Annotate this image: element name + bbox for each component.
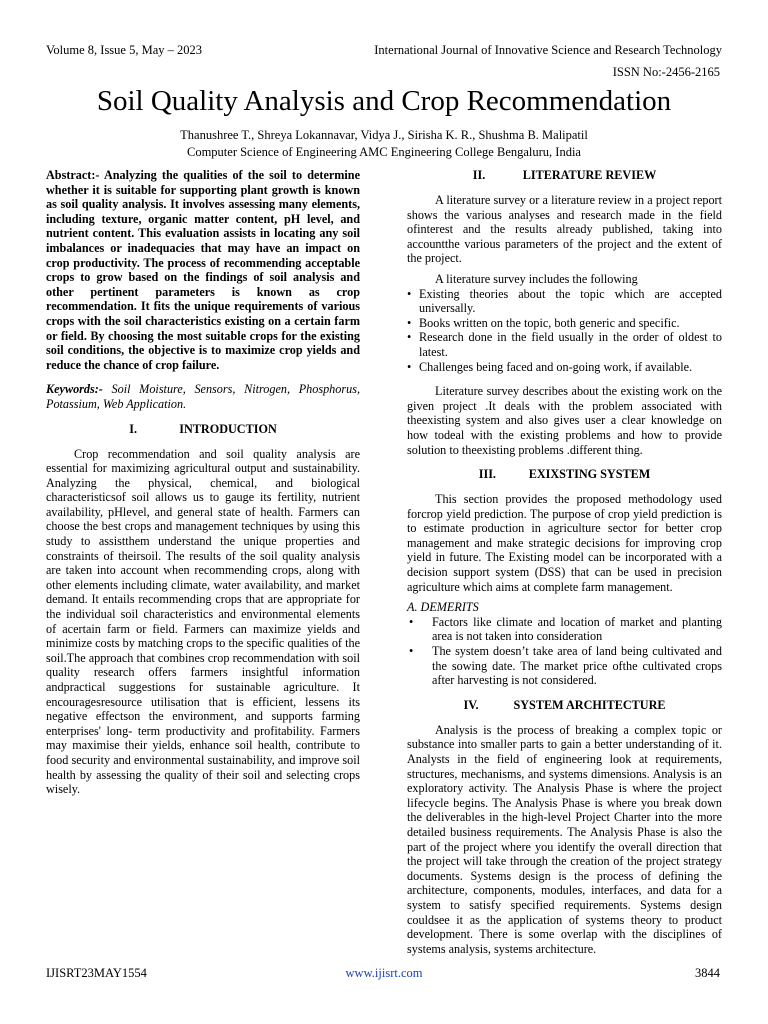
left-column	[46, 168, 360, 797]
subsection-heading-demerits: A. DEMERITS	[407, 600, 479, 615]
issn-number: ISSN No:-2456-2165	[612, 65, 720, 79]
journal-website-link[interactable]: www.ijisrt.com	[345, 966, 423, 980]
introduction-paragraph: Crop recommendation and soil quality analysis are essential for maximizing agricultural output and sustainability. Analyzing the physical, chemical, and biological characteristicsof soil allows us to gauge its fertility, nutrient availability, pHlevel, and general state of health. Farmers can choose the best crops and management techniques by using this study to assistthem understand the unique properties and constraints of theirsoil. The results of the soil quality analysis are taken into account when recommending crops, along with other elements including climate, water availability, and market demand. It entails recommending crops that are appropriate for the individual soil characteristics and environmental elements of acertain farm or field. Farmers can maximize yields and minimize costs by matching crops to the specific qualities of the soil.The approach that combines crop recommendation with soil quality research offers farmers insightful information andpractical suggestions for sustainable agriculture. It encouragesresource utilisation that is efficient, lessens its negative effectson the environment, and supports farming enterprises' long- term productivity and profitability. Farmers may maximise their yields, enhance soil health, contribute to food security and environmental sustainability, and improve soil health by assessing the quality of their soil and selecting crops wisely.	[46, 446, 360, 797]
section-title: INTRODUCTION	[179, 421, 277, 436]
section-heading-introduction	[46, 422, 360, 437]
section-heading-system-architecture	[407, 698, 722, 713]
journal-name: International Journal of Innovative Science and Research Technology	[374, 43, 722, 57]
existing-system-paragraph: This section provides the proposed methodology used forcrop yield prediction. The purpose of crop yield prediction is to estimate production in agriculture sector for better crop management and make strategic decisions for improving crop yield in future. The Existing model can be incorporated with a decision support system (DSS) that can be used in precision agriculture which aims at complete farm management.	[407, 492, 722, 594]
right-column	[407, 168, 722, 956]
literature-paragraph-2: A literature survey includes the following	[435, 271, 638, 286]
author-list: Thanushree T., Shreya Lokannavar, Vidya J., Sirisha K. R., Shushma B. Malipatil	[180, 128, 588, 142]
volume-issue: Volume 8, Issue 5, May – 2023	[46, 43, 203, 57]
section-number: I.	[129, 421, 138, 436]
section-title: SYSTEM ARCHITECTURE	[513, 697, 666, 712]
section-number: IV.	[463, 697, 479, 712]
paper-title: Soil Quality Analysis and Crop Recommendation	[96, 85, 672, 117]
list-item: • Existing theories about the topic which are accepted universally.	[407, 287, 722, 316]
list-item: • Research done in the field usually in the order of oldest to latest.	[407, 330, 722, 359]
section-heading-existing-system	[407, 467, 722, 482]
section-heading-literature-review	[407, 168, 722, 183]
keywords-label: Keywords:-	[46, 382, 103, 397]
author-affiliation: Computer Science of Engineering AMC Engineering College Bengaluru, India	[186, 145, 581, 159]
demerits-list	[407, 615, 722, 688]
list-item: • The system doesn’t take area of land being cultivated and the sowing date. The market price ofthe cultivated crops after harvesting is not considered.	[407, 644, 722, 688]
page-number: 3844	[695, 966, 720, 980]
system-architecture-paragraph: Analysis is the process of breaking a complex topic or substance into smaller parts to gain a better understanding of it. Analysts in the field of engineering look at requirements, structures, mechanisms, and systems dimensions. Analysis is an exploratory activity. The Analysis Phase is where the project lifecycle begins. The Analysis Phase is where you break down the deliverables in the high-level Project Charter into the more detailed business requirements. The Analysis Phase is also the part of the project where you identify the overall direction that the project will take through the creation of the project strategy documents. Systems design is the process of defining the architecture, components, modules, interfaces, and data for a system to satisfy specified requirements. Systems design couldsee it as the application of systems theory to product development. There is some overlap with the disciplines of systems analysis, systems architecture.	[407, 722, 722, 956]
section-number: III.	[478, 467, 496, 482]
list-item: • Challenges being faced and on-going work, if available.	[407, 360, 722, 375]
section-title: EXIXSTING SYSTEM	[528, 467, 651, 482]
literature-paragraph-3: Literature survey describes about the existing work on the given project .It deals with the problem associated with theexisting system and also gives user a clear knowledge on how todeal with the existing problems and how to provide solution to theexisting problems .different thing.	[407, 384, 722, 457]
keywords-text: Soil Moisture, Sensors, Nitrogen, Phosphorus, Potassium, Web Application.	[46, 382, 360, 411]
literature-paragraph-1: A literature survey or a literature review in a project report shows the various analyses and research made in the field ofinterest and the results already published, taking into accountthe various parameters of the project and the extent of the project.	[407, 193, 722, 266]
keywords	[46, 382, 360, 411]
section-number: II.	[472, 168, 486, 182]
abstract: Abstract:- Analyzing the qualities of the soil to determine whether it is suitable for supporting plant growth is known as soil quality analysis. It involves assessing many elements, including texture, organic matter content, pH level, and nutrient content. This evaluation assists in locating any soil imbalances or inadequacies that may have an impact on crop productivity. The process of recommending acceptable crops to grow based on the findings of soil analysis and other pertinent parameters is known as crop recommendation. It fits the unique requirements of various crops with the soil characteristics existing on a certain farm or field. By choosing the most suitable crops for the existing soil conditions, the objective is to maximize crop yields and reduce the chance of crop failure.	[46, 168, 360, 372]
list-item: • Factors like climate and location of market and planting area is not taken into consideration	[407, 615, 722, 644]
literature-list	[407, 287, 722, 375]
list-item: • Books written on the topic, both generic and specific.	[407, 316, 722, 331]
paper-code: IJISRT23MAY1554	[46, 966, 147, 980]
section-title: LITERATURE REVIEW	[522, 168, 657, 182]
